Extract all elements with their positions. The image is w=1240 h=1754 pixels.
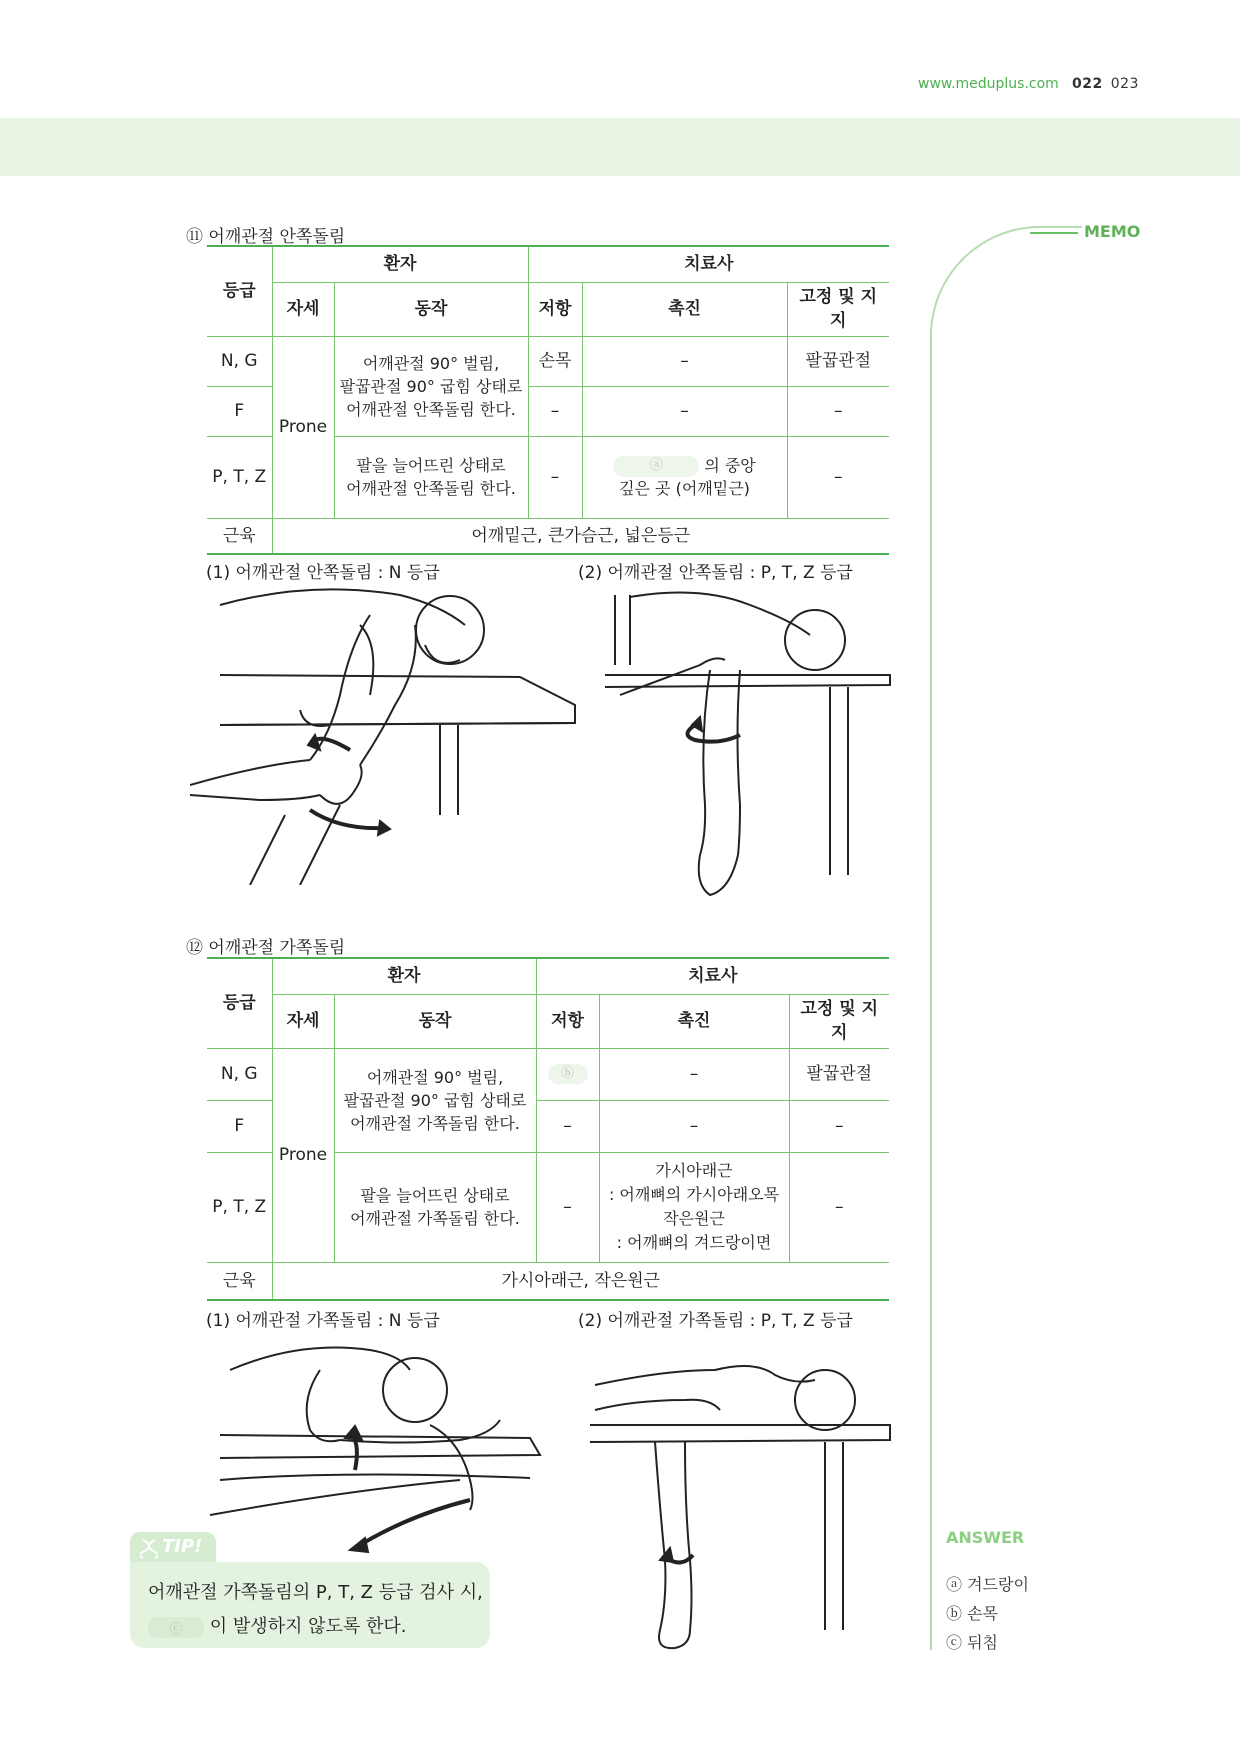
muscle-value: 어깨밑근, 큰가슴근, 넓은등근 bbox=[272, 518, 889, 554]
memo-label: MEMO bbox=[1084, 222, 1141, 241]
illustration-internal-rotation-n bbox=[190, 585, 580, 885]
tip-box bbox=[130, 1562, 490, 1648]
action-line: 어깨관절 90° 벌림, bbox=[366, 1067, 504, 1087]
tip-line1: 어깨관절 가쪽돌림의 P, T, Z 등급 검사 시, bbox=[148, 1582, 483, 1603]
header-action: 동작 bbox=[334, 282, 528, 336]
row-palpation: – bbox=[599, 1048, 789, 1100]
action-line: 어깨관절 가쪽돌림 한다. bbox=[350, 1113, 520, 1133]
memo-line bbox=[930, 340, 932, 1650]
action-cell-ptz bbox=[334, 1152, 536, 1262]
illustration-external-rotation-n bbox=[200, 1330, 550, 1560]
action-line: 어깨관절 90° 벌림, bbox=[362, 353, 500, 373]
figure-caption: (2) 어깨관절 가쪽돌림 : P, T, Z 등급 bbox=[578, 1311, 853, 1331]
row-fixation: – bbox=[787, 386, 889, 436]
blank-a: ⓐ bbox=[613, 456, 699, 477]
illustration-external-rotation-ptz bbox=[585, 1330, 895, 1650]
page-numbers bbox=[1072, 76, 1139, 92]
palpation-after: 의 중앙 bbox=[704, 456, 756, 476]
palpation-line: : 어깨뼈의 가시아래오목 bbox=[608, 1185, 780, 1205]
action-line: 어깨관절 안쪽돌림 한다. bbox=[346, 399, 516, 419]
header-action: 동작 bbox=[334, 994, 536, 1048]
row-fixation: 팔꿉관절 bbox=[787, 336, 889, 386]
section1-title: ⑪ 어깨관절 안쪽돌림 bbox=[186, 227, 346, 247]
header-grade: 등급 bbox=[207, 246, 272, 336]
figure-caption: (1) 어깨관절 가쪽돌림 : N 등급 bbox=[206, 1311, 440, 1331]
figure-caption: (1) 어깨관절 안쪽돌림 : N 등급 bbox=[206, 563, 440, 583]
illustration-internal-rotation-ptz bbox=[600, 585, 895, 905]
row-resistance: – bbox=[536, 1152, 599, 1262]
answer-item: ⓑ 손목 bbox=[946, 1604, 998, 1623]
action-cell-ptz bbox=[334, 436, 528, 518]
row-fixation: 팔꿉관절 bbox=[789, 1048, 889, 1100]
action-line: 팔을 늘어뜨린 상태로 bbox=[360, 1186, 510, 1206]
tip-label: TIP! bbox=[162, 1536, 203, 1557]
row-resistance: – bbox=[536, 1100, 599, 1152]
row-resistance: – bbox=[528, 386, 582, 436]
row-resistance bbox=[536, 1048, 599, 1100]
row-grade: P, T, Z bbox=[207, 436, 272, 518]
posture-cell: Prone bbox=[272, 1048, 334, 1262]
memo-curve bbox=[930, 226, 1082, 348]
palpation-line: : 어깨뼈의 겨드랑이면 bbox=[616, 1233, 772, 1253]
answer-item: ⓒ 뒤침 bbox=[946, 1633, 998, 1652]
header-palpation: 촉진 bbox=[599, 994, 789, 1048]
action-cell bbox=[334, 1048, 536, 1152]
header-patient: 환자 bbox=[272, 246, 528, 282]
section2-table bbox=[207, 957, 889, 1301]
header-fixation: 고정 및 지지 bbox=[787, 282, 889, 336]
tip-line2-text: 이 발생하지 않도록 한다. bbox=[209, 1616, 407, 1637]
row-grade: N, G bbox=[207, 1048, 272, 1100]
header-band bbox=[0, 118, 1240, 176]
row-resistance: 손목 bbox=[528, 336, 582, 386]
dna-icon bbox=[140, 1539, 158, 1559]
header-grade: 등급 bbox=[207, 958, 272, 1048]
muscle-label: 근육 bbox=[207, 1262, 272, 1300]
action-line: 팔꿉관절 90° 굽힘 상태로 bbox=[343, 1090, 527, 1110]
row-palpation: – bbox=[582, 336, 787, 386]
palpation-line2: 깊은 곳 (어깨밑근) bbox=[619, 479, 750, 499]
row-palpation: – bbox=[582, 386, 787, 436]
muscle-label: 근육 bbox=[207, 518, 272, 554]
row-grade: F bbox=[207, 386, 272, 436]
page-left: 022 bbox=[1072, 76, 1103, 92]
header-posture: 자세 bbox=[272, 282, 334, 336]
header-patient: 환자 bbox=[272, 958, 536, 994]
header-posture: 자세 bbox=[272, 994, 334, 1048]
header-therapist: 치료사 bbox=[536, 958, 889, 994]
answer-title: ANSWER bbox=[946, 1528, 1025, 1547]
action-line: 팔을 늘어뜨린 상태로 bbox=[356, 456, 506, 476]
row-palpation: – bbox=[599, 1100, 789, 1152]
header-resistance: 저항 bbox=[536, 994, 599, 1048]
figure-caption: (2) 어깨관절 안쪽돌림 : P, T, Z 등급 bbox=[578, 563, 853, 583]
tip-tab bbox=[130, 1532, 216, 1564]
palpation-line: 가시아래근 bbox=[655, 1161, 733, 1181]
header-therapist: 치료사 bbox=[528, 246, 889, 282]
header-resistance: 저항 bbox=[528, 282, 582, 336]
row-fixation: – bbox=[787, 436, 889, 518]
palpation-line: 작은원근 bbox=[663, 1209, 725, 1229]
header-fixation: 고정 및 지지 bbox=[789, 994, 889, 1048]
row-resistance: – bbox=[528, 436, 582, 518]
action-line: 어깨관절 안쪽돌림 한다. bbox=[346, 479, 516, 499]
blank-c: ⓒ bbox=[148, 1617, 204, 1638]
memo-dash bbox=[1030, 232, 1078, 234]
answer-item: ⓐ 겨드랑이 bbox=[946, 1575, 1029, 1594]
row-grade: P, T, Z bbox=[207, 1152, 272, 1262]
posture-cell: Prone bbox=[272, 336, 334, 518]
tip-line2 bbox=[148, 1612, 407, 1638]
action-line: 팔꿉관절 90° 굽힘 상태로 bbox=[339, 376, 523, 396]
row-fixation: – bbox=[789, 1100, 889, 1152]
blank-b: ⓑ bbox=[548, 1064, 588, 1085]
action-line: 어깨관절 가쪽돌림 한다. bbox=[350, 1209, 520, 1229]
header-palpation: 촉진 bbox=[582, 282, 787, 336]
row-grade: F bbox=[207, 1100, 272, 1152]
row-fixation: – bbox=[789, 1152, 889, 1262]
section2-title: ⑫ 어깨관절 가쪽돌림 bbox=[186, 938, 346, 958]
site-url[interactable]: www.meduplus.com bbox=[918, 76, 1059, 92]
palpation-ptz bbox=[599, 1152, 789, 1262]
palpation-ptz bbox=[582, 436, 787, 518]
muscle-value: 가시아래근, 작은원근 bbox=[272, 1262, 889, 1300]
action-cell bbox=[334, 336, 528, 436]
section1-table bbox=[207, 245, 889, 555]
row-grade: N, G bbox=[207, 336, 272, 386]
page-right: 023 bbox=[1110, 76, 1139, 92]
